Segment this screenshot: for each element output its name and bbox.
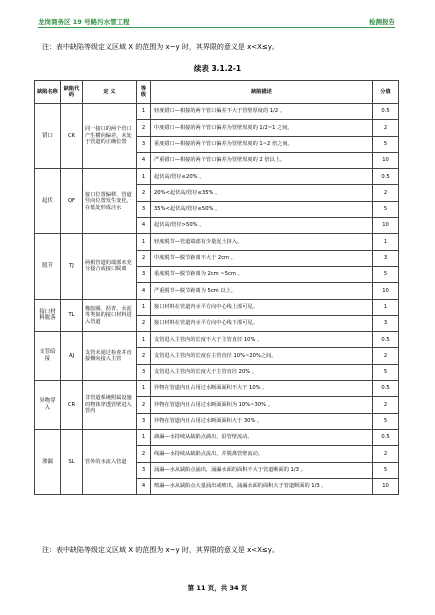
defect-score: 5 [373, 201, 399, 217]
defect-score: 1 [373, 234, 399, 250]
defect-level: 1 [137, 299, 151, 315]
col-header-name: 缺陷名称 [35, 81, 61, 104]
table-row [35, 332, 399, 348]
defect-level: 3 [137, 462, 151, 478]
defect-level: 3 [137, 266, 151, 282]
table-row [35, 429, 399, 445]
table-row [35, 299, 399, 315]
defect-description: 支管进入主管内的长度不大于主管直径 10% 。 [151, 332, 373, 348]
defect-code: QF [61, 169, 83, 234]
defect-description: 涌漏—水从缺陷点涌出，涌漏水面的面积不大于管道断面的 1/3 。 [151, 462, 373, 478]
defect-code: CK [61, 104, 83, 169]
defect-score: 0.5 [373, 169, 399, 185]
defect-score: 10 [373, 283, 399, 299]
defect-level: 3 [137, 364, 151, 380]
defect-level: 4 [137, 152, 151, 168]
defect-level: 2 [137, 446, 151, 462]
defect-description: 支管进入主管内的长度大于主管直径 20% 。 [151, 364, 373, 380]
project-title: 龙岗商务区 19 号路污水管工程 [38, 18, 130, 26]
defect-description: 重度错口—相接的两个管口偏差为管壁厚度的 1~2 倍之间。 [151, 136, 373, 152]
table-header-row [35, 81, 399, 104]
defect-description: 线漏—水持续从缺陷点流出，并脱离管壁流动。 [151, 446, 373, 462]
defect-level: 1 [137, 381, 151, 397]
defect-level: 2 [137, 348, 151, 364]
defect-name: 异物穿入 [35, 381, 61, 430]
defect-score: 5 [373, 413, 399, 429]
defect-name: 脱节 [35, 234, 61, 299]
defect-name: 起伏 [35, 169, 61, 234]
defect-level: 4 [137, 478, 151, 494]
defect-description: 中度脱节—脱节距离不大于 2cm 。 [151, 250, 373, 266]
page-footer: 第 11 页，共 34 页 [187, 584, 248, 592]
defect-score: 2 [373, 348, 399, 364]
table-row [35, 381, 399, 397]
defect-score: 0.5 [373, 104, 399, 120]
defect-level: 1 [137, 332, 151, 348]
defect-score: 1 [373, 299, 399, 315]
defect-level: 2 [137, 185, 151, 201]
defect-code: TJ [61, 234, 83, 299]
defect-score: 2 [373, 120, 399, 136]
defect-description: 异物在管道内且占用过水断面面积为 10%~30% 。 [151, 397, 373, 413]
defect-score: 5 [373, 266, 399, 282]
defect-score: 2 [373, 397, 399, 413]
defect-score: 5 [373, 364, 399, 380]
defect-description: 起伏高/管径>50% 。 [151, 218, 373, 234]
defect-description: 中度错口—相接的两个管口偏差为管壁厚度的 1/2~1 之间。 [151, 120, 373, 136]
defect-description: 严重脱节—脱节距离为 5cm 以上。 [151, 283, 373, 299]
defect-level: 2 [137, 315, 151, 331]
col-header-definition: 定 义 [83, 81, 137, 104]
defect-level: 4 [137, 283, 151, 299]
defect-description: 20%<起伏高/管径≤35% 。 [151, 185, 373, 201]
col-header-code: 缺陷代码 [61, 81, 83, 104]
defect-level: 1 [137, 234, 151, 250]
defect-description: 轻度脱节—管道端部有少量泥土挤入。 [151, 234, 373, 250]
defect-level: 1 [137, 429, 151, 445]
defect-score: 0.5 [373, 381, 399, 397]
defect-score: 2 [373, 446, 399, 462]
col-header-description: 缺陷描述 [151, 81, 373, 104]
defect-description: 喷漏—水从缺陷点大量涌出或喷出，涌漏水面的面积大于管道断面的 1/3 。 [151, 478, 373, 494]
defect-description: 35%<起伏高/管径≤50% 。 [151, 201, 373, 217]
defect-description: 滴漏—水持续从缺陷点滴出，沿管壁流动。 [151, 429, 373, 445]
page-header [38, 17, 395, 30]
defect-level: 2 [137, 397, 151, 413]
defect-score: 3 [373, 315, 399, 331]
defect-score: 10 [373, 218, 399, 234]
defect-name: 渗漏 [35, 429, 61, 494]
defect-definition: 橡胶圈、沥青、水泥等类似的接口材料进入管道 [83, 299, 137, 332]
table-row [35, 104, 399, 120]
defect-definition: 接口位置偏移，管道竖向位置发生变化，在低处形成洼水 [83, 169, 137, 234]
col-header-score: 分值 [373, 81, 399, 104]
defect-description: 轻度错口—相接的两个管口偏差不大于管壁厚度的 1/2 。 [151, 104, 373, 120]
defect-description: 异物在管道内且占用过水断面面积大于 30% 。 [151, 413, 373, 429]
defect-description: 重度脱节—脱节距离为 2cm ~5cm 。 [151, 266, 373, 282]
defect-code: SL [61, 429, 83, 494]
defect-description: 接口材料在管道内水平方向中心线下部可见。 [151, 315, 373, 331]
defect-table [34, 80, 399, 495]
report-title: 检测报告 [369, 18, 395, 26]
table-row [35, 169, 399, 185]
defect-score: 5 [373, 136, 399, 152]
header-divider [38, 27, 395, 28]
table-title: 续表 3.1.2-1 [193, 64, 242, 73]
defect-name: 接口材料脱落 [35, 299, 61, 332]
defect-score: 2 [373, 185, 399, 201]
defect-level: 1 [137, 169, 151, 185]
defect-description: 接口材料在管道内水平方向中心线上部可见。 [151, 299, 373, 315]
defect-code: CR [61, 381, 83, 430]
defect-level: 2 [137, 120, 151, 136]
defect-level: 4 [137, 218, 151, 234]
defect-definition: 非管道系统附属设施的物体穿透管壁进入管内 [83, 381, 137, 430]
defect-score: 5 [373, 462, 399, 478]
col-header-level: 等级 [137, 81, 151, 104]
defect-description: 起伏高/管径≤20% 。 [151, 169, 373, 185]
defect-score: 0.5 [373, 332, 399, 348]
defect-level: 3 [137, 413, 151, 429]
defect-definition: 管外的水流入管道 [83, 429, 137, 494]
defect-level: 2 [137, 250, 151, 266]
defect-definition: 两根管道的端部未充分接合或接口脱离 [83, 234, 137, 299]
defect-level: 3 [137, 201, 151, 217]
defect-code: TL [61, 299, 83, 332]
defect-description: 异物在管道内且占用过水断面面积不大于 10% 。 [151, 381, 373, 397]
defect-description: 支管进入主管内的长度在主管直径 10%~20%之间。 [151, 348, 373, 364]
defect-level: 1 [137, 104, 151, 120]
defect-level: 3 [137, 136, 151, 152]
defect-code: AJ [61, 332, 83, 381]
defect-name: 支管暗接 [35, 332, 61, 381]
note-bottom: 注：表中缺陷等级定义区域 X 的范围为 x~y 时，其界限的意义是 x<X≤y。 [42, 546, 279, 554]
defect-score: 3 [373, 250, 399, 266]
defect-definition: 同一接口的两个管口产生横向偏差，未处于管道的正确位置 [83, 104, 137, 169]
defect-score: 10 [373, 152, 399, 168]
defect-name: 错口 [35, 104, 61, 169]
defect-score: 0.5 [373, 429, 399, 445]
table-row [35, 234, 399, 250]
defect-score: 10 [373, 478, 399, 494]
defect-definition: 支管未通过检查井直接侧向接入主管 [83, 332, 137, 381]
note-top: 注：表中缺陷等级定义区域 X 的范围为 x~y 时，其界限的意义是 x<X≤y。 [42, 43, 279, 51]
defect-description: 严重错口—相接的两个管口偏差为管壁厚度的 2 倍以上。 [151, 152, 373, 168]
